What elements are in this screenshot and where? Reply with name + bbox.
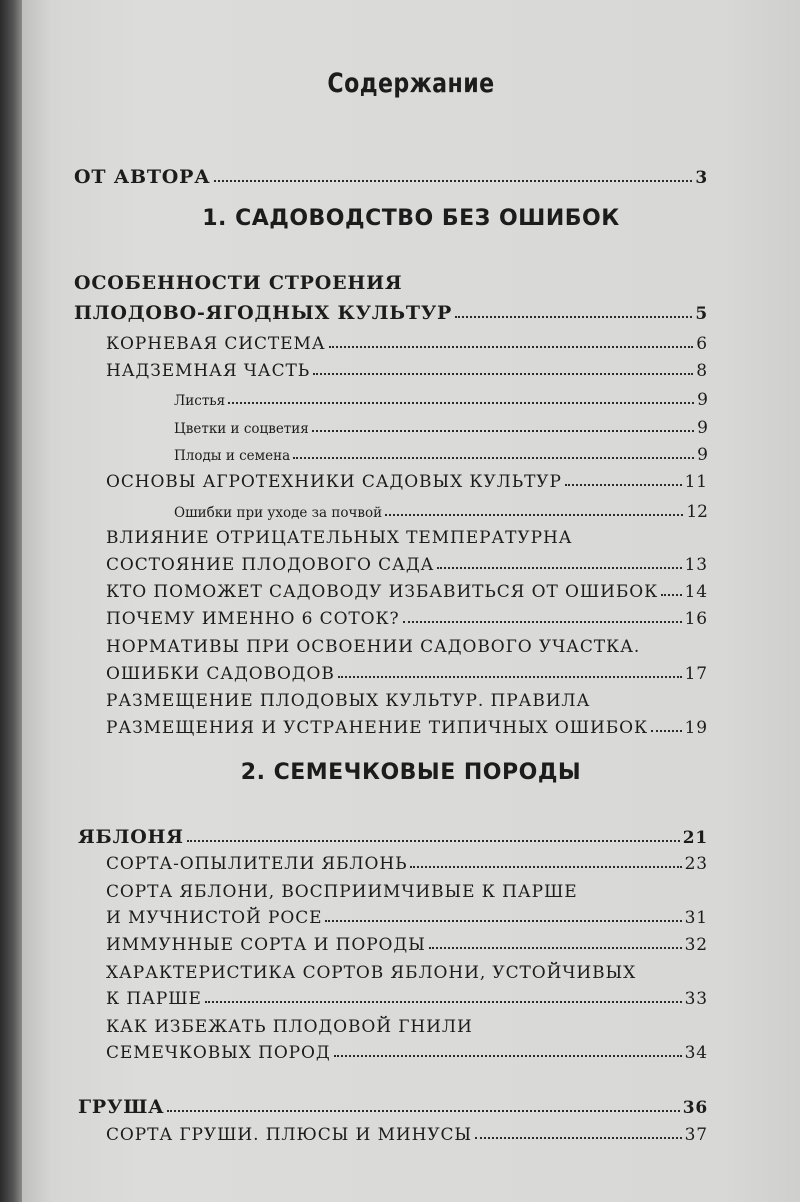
dot-leader	[338, 675, 682, 678]
book-spine-shadow	[0, 0, 22, 1202]
toc-page-number: 32	[684, 935, 708, 955]
toc-page-number: 16	[684, 609, 708, 629]
book-page	[22, 0, 800, 1202]
toc-entry-line: РАЗМЕЩЕНИЕ ПЛОДОВЫХ КУЛЬТУР. ПРАВИЛА	[106, 691, 591, 711]
toc-entry-line: ВЛИЯНИЕ ОТРИЦАТЕЛЬНЫХ ТЕМПЕРАТУРНА	[106, 528, 573, 548]
toc-page-number: 34	[684, 1043, 708, 1063]
section-heading-2: 2. СЕМЕЧКОВЫЕ ПОРОДЫ	[240, 760, 582, 785]
toc-label: СОРТА-ОПЫЛИТЕЛИ ЯБЛОНЬ	[106, 854, 408, 874]
toc-entry-osobennosti	[74, 302, 708, 324]
dot-leader	[312, 429, 694, 432]
toc-entry-line: НОРМАТИВЫ ПРИ ОСВОЕНИИ САДОВОГО УЧАСТКА.	[106, 637, 641, 657]
toc-entry-line: ОСОБЕННОСТИ СТРОЕНИЯ	[74, 272, 403, 294]
dot-leader	[293, 456, 694, 459]
dot-leader	[167, 1109, 679, 1112]
toc-page-number: 14	[684, 582, 708, 602]
toc-label: ЯБЛОНЯ	[78, 826, 184, 848]
toc-label: КТО ПОМОЖЕТ САДОВОДУ ИЗБАВИТЬСЯ ОТ ОШИБОК	[106, 582, 659, 602]
toc-entry-razmeschenie	[106, 718, 708, 738]
toc-page-number: 9	[697, 445, 708, 465]
toc-label: СОРТА ГРУШИ. ПЛЮСЫ И МИНУСЫ	[106, 1125, 473, 1145]
toc-label: НАДЗЕМНАЯ ЧАСТЬ	[106, 361, 311, 381]
dot-leader	[565, 483, 682, 486]
toc-label: Плоды и семена	[174, 448, 291, 464]
toc-page-number: 12	[686, 502, 708, 522]
toc-page-number: 36	[682, 1098, 708, 1118]
toc-label: К ПАРШЕ	[106, 989, 202, 1009]
dot-leader	[410, 865, 681, 868]
toc-label: СЕМЕЧКОВЫХ ПОРОД	[106, 1043, 331, 1063]
toc-entry-ot-avtora	[74, 166, 708, 188]
section-heading-1: 1. САДОВОДСТВО БЕЗ ОШИБОК	[202, 206, 620, 231]
toc-entry-osnovy	[106, 472, 708, 492]
toc-page-number: 33	[684, 989, 708, 1009]
toc-entry-grusha	[78, 1096, 708, 1118]
toc-entry-line: СОРТА ЯБЛОНИ, ВОСПРИИМЧИВЫЕ К ПАРШЕ	[106, 882, 578, 902]
toc-entry-harakteristika	[106, 989, 708, 1009]
toc-entry-kak-izbezhat	[106, 1043, 708, 1063]
toc-entry-sorta-grushi	[106, 1125, 708, 1145]
toc-entry-kto-pomozhet	[106, 582, 708, 602]
toc-page-number: 21	[682, 828, 708, 848]
toc-label: КОРНЕВАЯ СИСТЕМА	[106, 334, 326, 354]
toc-label: Листья	[174, 393, 226, 409]
toc-label: Ошибки при уходе за почвой	[174, 505, 383, 521]
dot-leader	[651, 729, 682, 732]
page-title: Содержание	[327, 68, 495, 99]
toc-entry-normativy	[106, 664, 708, 684]
dot-leader	[475, 1136, 682, 1139]
dot-leader	[325, 919, 681, 922]
toc-page-number: 3	[695, 168, 708, 188]
dot-leader	[437, 566, 681, 569]
dot-leader	[403, 620, 682, 623]
toc-entry-immunnye	[106, 935, 708, 955]
toc-entry-listya	[174, 390, 708, 410]
toc-label: ОШИБКИ САДОВОДОВ	[106, 664, 335, 684]
toc-entry-nadzemnaya	[106, 361, 708, 381]
toc-page-number: 9	[697, 390, 708, 410]
toc-label: Цветки и соцветия	[174, 421, 309, 437]
toc-entry-pochemu	[106, 609, 708, 629]
toc-entry-line: ХАРАКТЕРИСТИКА СОРТОВ ЯБЛОНИ, УСТОЙЧИВЫХ	[106, 963, 637, 983]
toc-label: ПОЧЕМУ ИМЕННО 6 СОТОК?	[106, 609, 400, 629]
toc-page-number: 19	[684, 718, 708, 738]
toc-page-number: 37	[684, 1125, 708, 1145]
dot-leader	[429, 946, 682, 949]
dot-leader	[313, 372, 693, 375]
dot-leader	[228, 401, 694, 404]
toc-label: ОСНОВЫ АГРОТЕХНИКИ САДОВЫХ КУЛЬТУР	[106, 472, 562, 492]
toc-entry-plody	[174, 445, 708, 465]
toc-label: ИММУННЫЕ СОРТА И ПОРОДЫ	[106, 935, 426, 955]
toc-page-number: 13	[684, 555, 708, 575]
toc-label: ПЛОДОВО-ЯГОДНЫХ КУЛЬТУР	[74, 302, 453, 324]
toc-entry-vliyanie	[106, 555, 708, 575]
toc-page-number: 8	[696, 361, 708, 381]
dot-leader	[187, 839, 680, 842]
toc-entry-line: КАК ИЗБЕЖАТЬ ПЛОДОВОЙ ГНИЛИ	[106, 1017, 473, 1037]
dot-leader	[334, 1054, 682, 1057]
dot-leader	[385, 513, 683, 516]
dot-leader	[661, 593, 681, 596]
toc-page-number: 17	[684, 664, 708, 684]
dot-leader	[455, 315, 692, 318]
toc-page-number: 5	[695, 304, 708, 324]
toc-label: РАЗМЕЩЕНИЯ И УСТРАНЕНИЕ ТИПИЧНЫХ ОШИБОК	[106, 718, 649, 738]
toc-entry-oshibki-pochva	[174, 502, 708, 522]
toc-page-number: 6	[696, 334, 708, 354]
dot-leader	[329, 345, 694, 348]
toc-page-number: 9	[697, 418, 708, 438]
toc-entry-sorta-opyliteli	[106, 854, 708, 874]
toc-label: СОСТОЯНИЕ ПЛОДОВОГО САДА	[106, 555, 435, 575]
toc-page-number: 11	[684, 472, 708, 492]
toc-page-number: 31	[684, 908, 708, 928]
toc-entry-sorta-vospriimchivye	[106, 908, 708, 928]
toc-label: ГРУША	[78, 1096, 165, 1118]
toc-entry-kornevaya	[106, 334, 708, 354]
dot-leader	[214, 179, 693, 182]
toc-label: ОТ АВТОРА	[74, 166, 211, 188]
toc-entry-yablonya	[78, 826, 708, 848]
dot-leader	[205, 1000, 682, 1003]
toc-page-number: 23	[684, 854, 708, 874]
toc-entry-tsvetki	[174, 418, 708, 438]
toc-label: И МУЧНИСТОЙ РОСЕ	[106, 908, 323, 928]
